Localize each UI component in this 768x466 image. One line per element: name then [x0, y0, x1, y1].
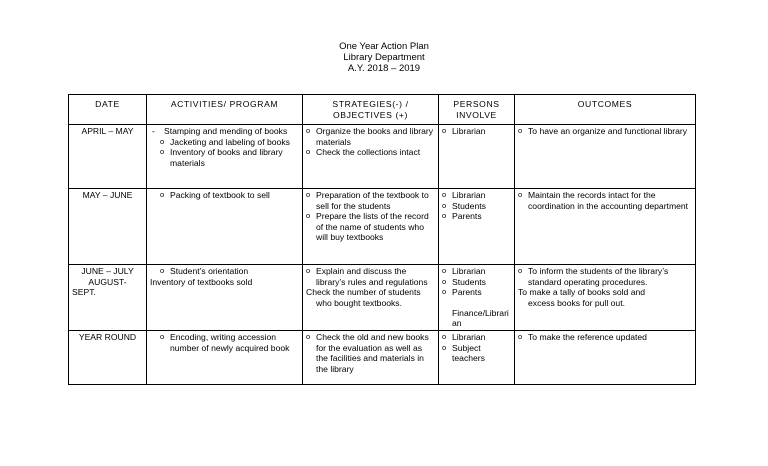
- activity-item: o Student’s orientation: [160, 266, 299, 277]
- plan-title: One Year Action Plan: [339, 41, 429, 52]
- outcome-text: excess books for pull out.: [528, 297, 625, 308]
- date-cell: [69, 265, 147, 331]
- activity-item: o Inventory of books and library materials: [160, 147, 299, 168]
- strategy-text: who bought textbooks.: [316, 297, 402, 308]
- column-header-date: DATE: [69, 95, 147, 125]
- person-item: o Librarian: [442, 190, 511, 201]
- activities-cell: [147, 330, 303, 384]
- table-row: [69, 265, 696, 331]
- activities-cell: [147, 265, 303, 331]
- strategy-item: o Check the old and new books for the evaluation as well as the facilities and materials in the library: [306, 332, 435, 374]
- table-row: [69, 189, 696, 265]
- strategy-text: Check the number of students: [306, 287, 421, 298]
- activity-item: - Stamping and mending of books: [150, 126, 299, 137]
- person-item: o Librarian: [442, 266, 511, 277]
- table-row: [69, 125, 696, 189]
- strategy-item: o Explain and discuss the library’s rules and regulations: [306, 266, 435, 287]
- column-header-activities: ACTIVITIES/ PROGRAM: [147, 95, 303, 125]
- date-cell: YEAR ROUND: [69, 330, 147, 384]
- person-item: o Parents: [442, 211, 511, 222]
- persons-cell: [439, 189, 515, 265]
- date-line: AUGUST-: [88, 276, 127, 287]
- column-header-persons: PERSONS INVOLVE: [439, 95, 515, 125]
- outcomes-cell: [515, 189, 696, 265]
- outcomes-cell: [515, 330, 696, 384]
- date-line: SEPT.: [72, 287, 96, 298]
- column-header-outcomes: OUTCOMES: [515, 95, 696, 125]
- person-item: o Subject teachers: [442, 343, 511, 364]
- outcome-item: o To make the reference updated: [518, 332, 692, 343]
- person-item: o Students: [442, 277, 511, 288]
- table-header-row: [69, 95, 696, 125]
- table-row: [69, 330, 696, 384]
- person-item: o Parents: [442, 287, 511, 298]
- strategies-cell: [303, 330, 439, 384]
- person-item: o Librarian: [442, 126, 511, 137]
- persons-cell: [439, 330, 515, 384]
- activities-cell: [147, 125, 303, 189]
- activities-cell: [147, 189, 303, 265]
- date-line: JUNE – JULY: [81, 266, 134, 276]
- outcome-item: o Maintain the records intact for the coordination in the accounting department: [518, 190, 692, 211]
- strategy-item: o Preparation of the textbook to sell for the students: [306, 190, 435, 211]
- strategy-item: o Check the collections intact: [306, 147, 435, 158]
- strategies-cell: [303, 125, 439, 189]
- strategy-item: o Organize the books and library materials: [306, 126, 435, 147]
- persons-cell: [439, 265, 515, 331]
- strategies-cell: [303, 265, 439, 331]
- academic-year: A.Y. 2018 – 2019: [347, 63, 421, 74]
- outcomes-cell: [515, 265, 696, 331]
- action-plan-table: [68, 94, 696, 385]
- outcome-item: o To inform the students of the library’s standard operating procedures.: [518, 266, 692, 287]
- outcomes-cell: [515, 125, 696, 189]
- strategy-item: o Prepare the lists of the record of the name of students who will buy textbooks: [306, 211, 435, 243]
- person-item: o Librarian: [442, 332, 511, 343]
- department-title: Library Department: [343, 52, 425, 63]
- activity-item: o Jacketing and labeling of books: [160, 137, 299, 148]
- activity-item: o Encoding, writing accession number of newly acquired book: [160, 332, 299, 353]
- person-item: o Students: [442, 201, 511, 212]
- activity-item: o Packing of textbook to sell: [160, 190, 299, 201]
- outcome-item: o To have an organize and functional library: [518, 126, 692, 137]
- activity-text: Inventory of textbooks sold: [150, 276, 253, 287]
- column-header-strategies: STRATEGIES(-) / OBJECTIVES (+): [303, 95, 439, 125]
- person-text: Finance/Librarian: [452, 307, 509, 329]
- persons-cell: [439, 125, 515, 189]
- date-cell: MAY – JUNE: [69, 189, 147, 265]
- outcome-text: To make a tally of books sold and: [518, 287, 646, 298]
- strategies-cell: [303, 189, 439, 265]
- date-cell: APRIL – MAY: [69, 125, 147, 189]
